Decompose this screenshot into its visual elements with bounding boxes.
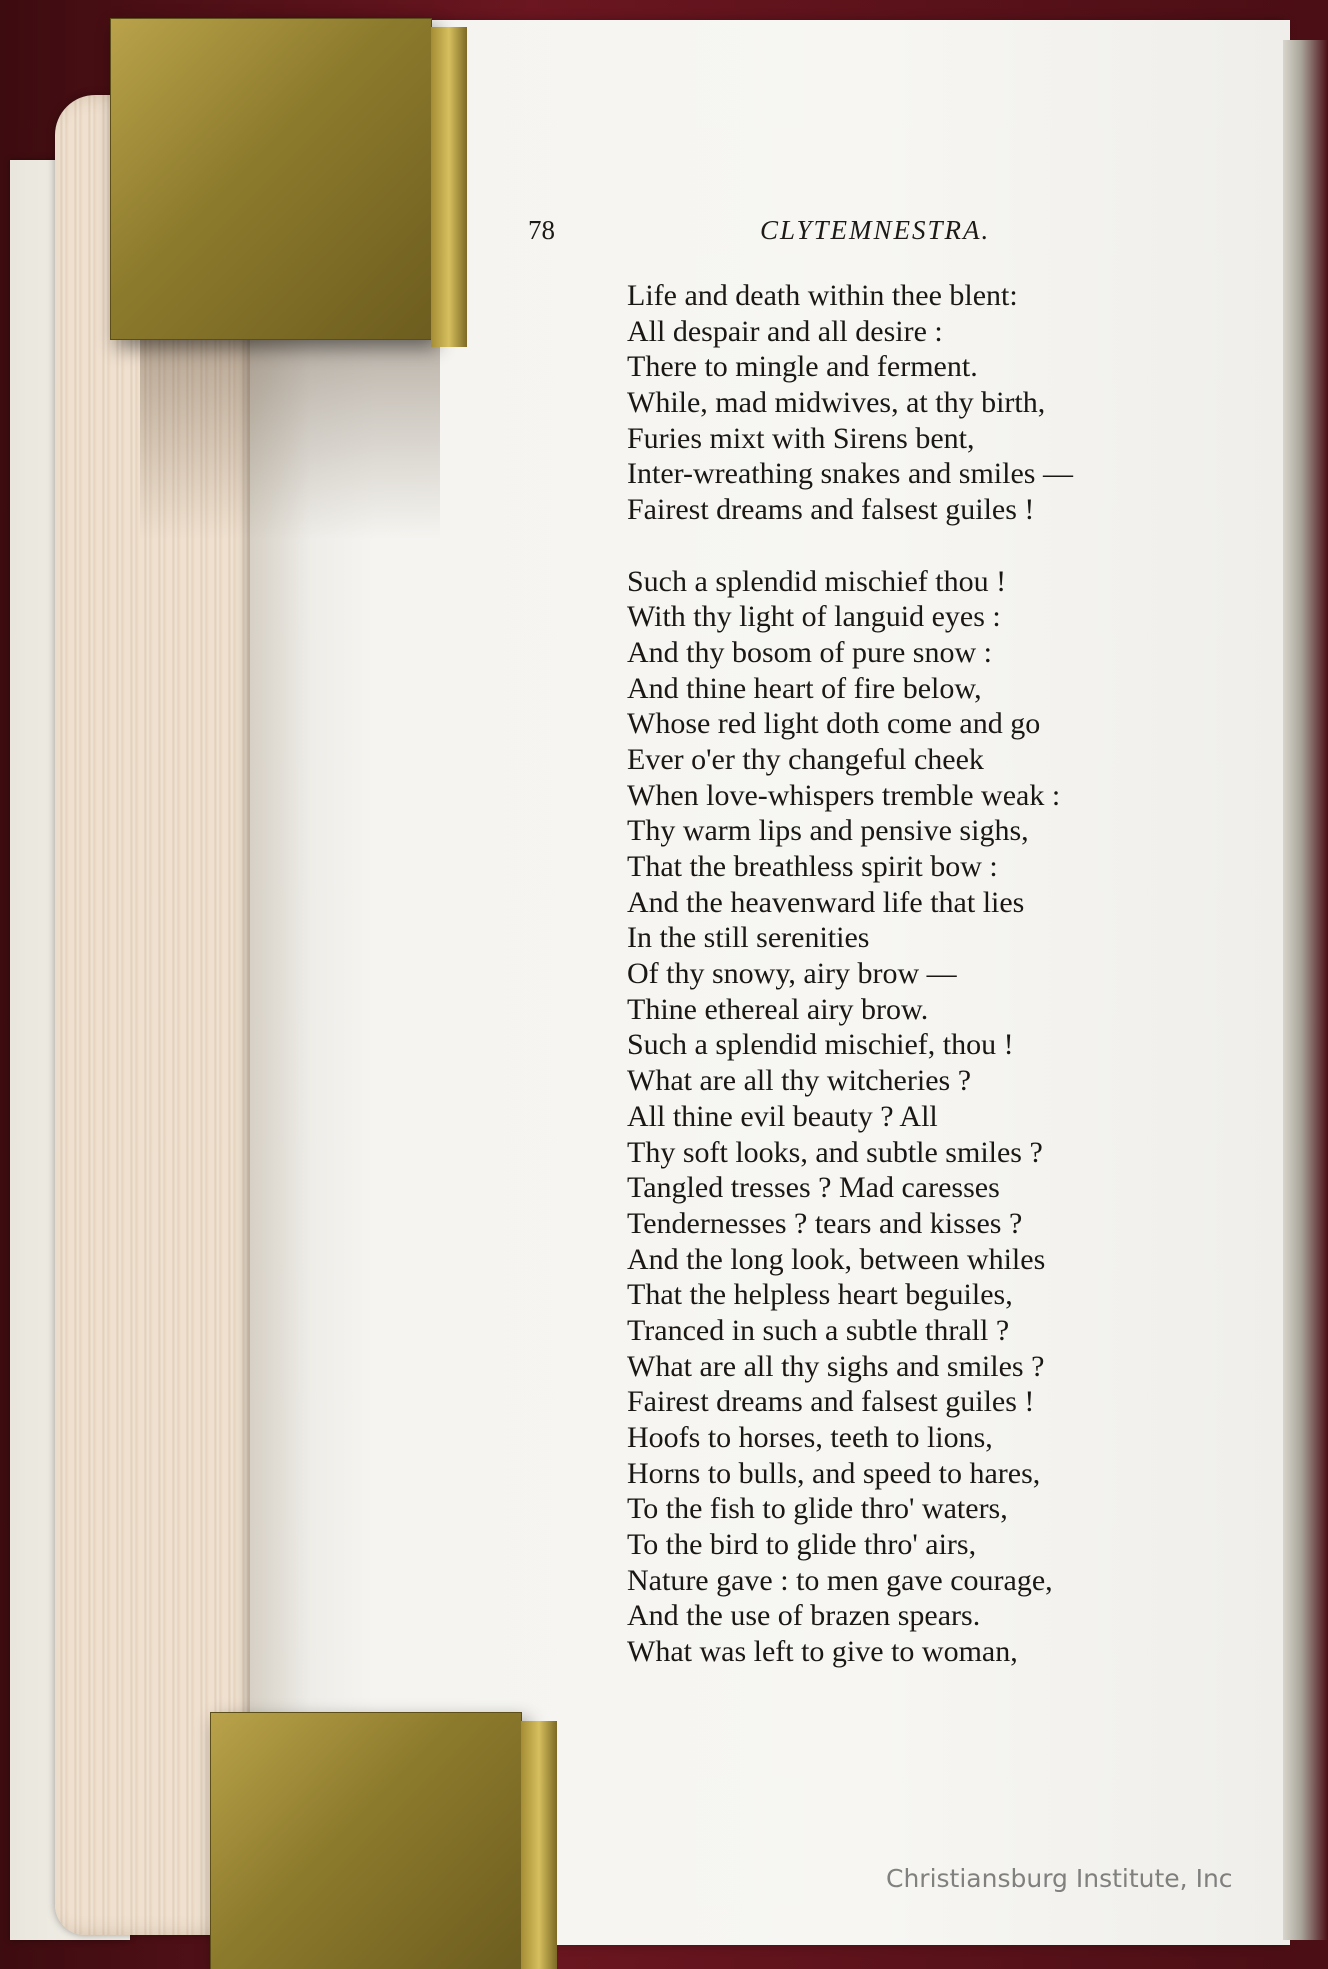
poem-line: What are all thy sighs and smiles ? bbox=[627, 1349, 1045, 1383]
poem-line: Thy soft looks, and subtle smiles ? bbox=[627, 1135, 1043, 1169]
clip-shadow bbox=[140, 340, 440, 540]
page-title: CLYTEMNESTRA. bbox=[760, 215, 991, 245]
poem-line: Tranced in such a subtle thrall ? bbox=[627, 1313, 1010, 1347]
poem-line: And thy bosom of pure snow : bbox=[627, 635, 992, 669]
poem-line: That the breathless spirit bow : bbox=[627, 850, 998, 883]
brass-page-weight-top bbox=[110, 18, 432, 340]
poem-line: What are all thy witcheries ? bbox=[627, 1064, 972, 1098]
poem-line: All thine evil beauty ? All bbox=[627, 1099, 938, 1133]
poem-text bbox=[627, 278, 1227, 1670]
poem-line: Horns to bulls, and speed to hares, bbox=[627, 1456, 1041, 1490]
poem-line: That the helpless heart beguiles, bbox=[627, 1278, 1013, 1312]
poem-line: And the heavenward life that lies bbox=[627, 885, 1025, 919]
poem-line: Fairest dreams and falsest guiles ! bbox=[627, 1385, 1035, 1419]
poem-line: In the still serenities bbox=[627, 921, 870, 955]
watermark: Christiansburg Institute, Inc bbox=[886, 1864, 1233, 1893]
running-head bbox=[520, 215, 1240, 255]
poem-line: To the fish to glide thro' waters, bbox=[627, 1492, 1008, 1526]
poem-line: Inter-wreathing snakes and smiles — bbox=[627, 457, 1073, 491]
poem-line: Such a splendid mischief thou ! bbox=[627, 564, 1007, 598]
poem-line: And the long look, between whiles bbox=[627, 1242, 1046, 1276]
poem-line: Tangled tresses ? Mad caresses bbox=[627, 1171, 1000, 1205]
poem-line: What was left to give to woman, bbox=[627, 1635, 1018, 1669]
poem-line: Life and death within thee blent: bbox=[627, 279, 1018, 312]
poem-line: Of thy snowy, airy brow — bbox=[627, 957, 957, 991]
poem-line: To the bird to glide thro' airs, bbox=[627, 1528, 977, 1562]
stanza-break bbox=[627, 528, 1227, 564]
poem-line: All despair and all desire : bbox=[627, 314, 943, 348]
poem-line: Thine ethereal airy brow. bbox=[627, 992, 929, 1026]
poem-line: Furies mixt with Sirens bent, bbox=[627, 421, 975, 455]
poem-line: When love-whispers tremble weak : bbox=[627, 778, 1061, 812]
poem-line: While, mad midwives, at thy birth, bbox=[627, 386, 1046, 420]
poem-line: With thy light of languid eyes : bbox=[627, 600, 1001, 634]
brass-page-weight-bottom bbox=[210, 1712, 522, 1969]
poem-line: Ever o'er thy changeful cheek bbox=[627, 742, 984, 776]
poem-line: Fairest dreams and falsest guiles ! bbox=[627, 493, 1035, 527]
poem-line: Such a splendid mischief, thou ! bbox=[627, 1028, 1014, 1062]
poem-line: Nature gave : to men gave courage, bbox=[627, 1563, 1053, 1597]
right-binding bbox=[1283, 40, 1328, 1940]
poem-line: Thy warm lips and pensive sighs, bbox=[627, 814, 1029, 848]
poem-line: There to mingle and ferment. bbox=[627, 350, 978, 384]
poem-line: Whose red light doth come and go bbox=[627, 707, 1041, 741]
poem-line: Hoofs to horses, teeth to lions, bbox=[627, 1421, 993, 1454]
poem-line: And the use of brazen spears. bbox=[627, 1599, 981, 1633]
poem-line: Tendernesses ? tears and kisses ? bbox=[627, 1206, 1023, 1240]
page-number: 78 bbox=[528, 215, 555, 245]
poem-line: And thine heart of fire below, bbox=[627, 671, 982, 705]
